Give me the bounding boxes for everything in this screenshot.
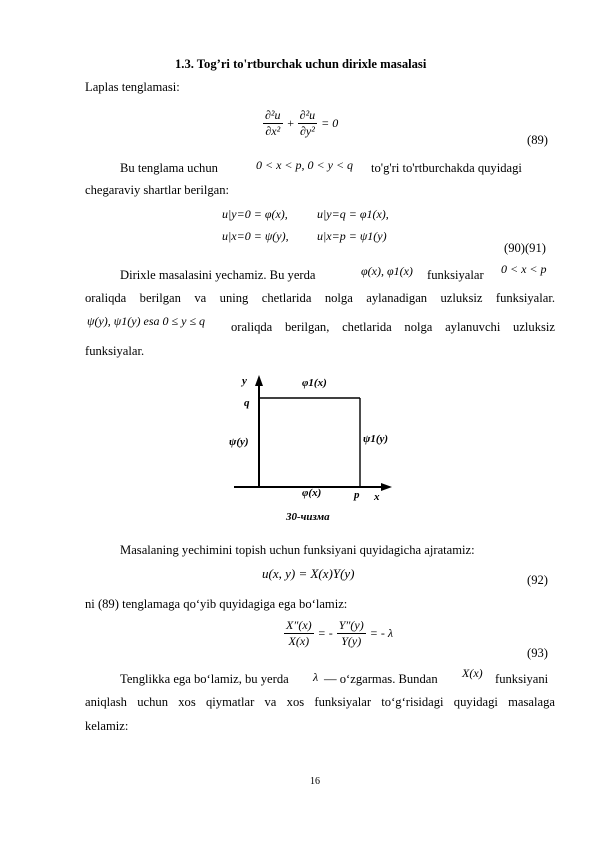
p1-end: to'g'ri to'rtburchakda quyidagi bbox=[371, 161, 522, 175]
bc-row1-col1: u|y=0 = φ(x), bbox=[222, 207, 288, 221]
y-axis-arrow bbox=[255, 375, 263, 386]
p2-interval-x: 0 < x < p bbox=[501, 262, 547, 276]
eq93-eq: = - bbox=[317, 626, 333, 641]
p2-line1-start: Dirixle masalasini yechamiz. Bu yerda bbox=[120, 268, 316, 282]
equation-93 bbox=[284, 618, 393, 649]
p5-X-of-x: X(x) bbox=[462, 666, 483, 680]
p1-start: Bu tenglama uchun bbox=[120, 161, 218, 175]
p2-functions-phi: φ(x), φ1(x) bbox=[361, 264, 413, 278]
p3-text: Masalaning yechimini topish uchun funksiyani quyidagicha ajratamiz: bbox=[120, 543, 475, 557]
p2-line2: oraliqda berilgan va uning chetlarida nolga aylanadigan uzluksiz funksiyalar. bbox=[85, 291, 555, 305]
bc-row2-col2: u|x=p = ψ1(y) bbox=[317, 229, 387, 243]
p2-line4: funksiyalar. bbox=[85, 344, 145, 358]
section-title: 1.3. Tog’ri to'rtburchak uchun dirixle masalasi bbox=[175, 57, 427, 71]
top-boundary-label: φ1(x) bbox=[302, 377, 327, 389]
eq-number-93: (93) bbox=[527, 646, 548, 660]
p2-line1-end: funksiyalar bbox=[427, 268, 484, 282]
eq93-den1: X(x) bbox=[288, 634, 310, 648]
eq-number-89: (89) bbox=[527, 133, 548, 147]
bottom-boundary-label: φ(x) bbox=[302, 487, 322, 499]
p2-functions-psi: ψ(y), ψ1(y) esa 0 ≤ y ≤ q bbox=[87, 314, 206, 328]
equation-89: $\frac{\text{∂²u}}{\text{∂x²}}$ + $\frac{\text{∂²u}}{\text{∂y²}}$ = 0 bbox=[265, 108, 339, 138]
p4-text: ni (89) tenglamaga qo‘yib quyidagiga ega bo‘lamiz: bbox=[85, 597, 348, 611]
p5-line2: aniqlash uchun xos qiymatlar va xos funksiyalar to‘g‘risidagi quyidagi masalaga bbox=[85, 695, 555, 709]
bc-row2-col1: u|x=0 = ψ(y), bbox=[222, 229, 289, 243]
figure-caption: 30-чизма bbox=[286, 511, 330, 523]
lambda-symbol: λ bbox=[313, 670, 319, 684]
p5-line1-end: funksiyani bbox=[495, 672, 549, 686]
eq-number-92: (92) bbox=[527, 573, 548, 587]
eq93-den2: Y(y) bbox=[341, 634, 362, 648]
rectangle-domain-figure bbox=[222, 372, 402, 527]
y-axis-label: y bbox=[242, 375, 247, 387]
eq93-tail: = - λ bbox=[369, 626, 394, 641]
p1-line2: chegaraviy shartlar berilgan: bbox=[85, 183, 230, 197]
page-number: 16 bbox=[310, 776, 320, 787]
p5-line3: kelamiz: bbox=[85, 719, 129, 733]
p5-line1-start: Tenglikka ega bo‘lamiz, bu yerda bbox=[120, 672, 289, 686]
bc-row1-col2: u|y=q = φ1(x), bbox=[317, 207, 389, 221]
x-axis-arrow bbox=[381, 483, 392, 491]
x-axis-label: x bbox=[374, 491, 380, 503]
eq93-num1: X″(x) bbox=[286, 618, 312, 632]
eq-number-90-91: (90)(91) bbox=[504, 241, 546, 255]
p5-line1-mid: — o‘zgarmas. Bundan bbox=[324, 672, 438, 686]
laplace-label: Laplas tenglamasi: bbox=[85, 80, 180, 94]
left-boundary-label: ψ(y) bbox=[229, 436, 249, 448]
p2-line3: oraliqda berilgan, chetlarida nolga aylanuvchi uzluksiz bbox=[231, 320, 555, 334]
eq93-num2: Y″(y) bbox=[338, 618, 364, 632]
p-label: p bbox=[354, 489, 360, 501]
eq89-zero: 0 bbox=[332, 116, 339, 131]
p1-condition: 0 < x < p, 0 < y < q bbox=[256, 158, 354, 172]
equation-92: u(x, y) = X(x)Y(y) bbox=[262, 566, 355, 581]
q-label: q bbox=[244, 397, 250, 409]
right-boundary-label: ψ1(y) bbox=[363, 433, 389, 445]
